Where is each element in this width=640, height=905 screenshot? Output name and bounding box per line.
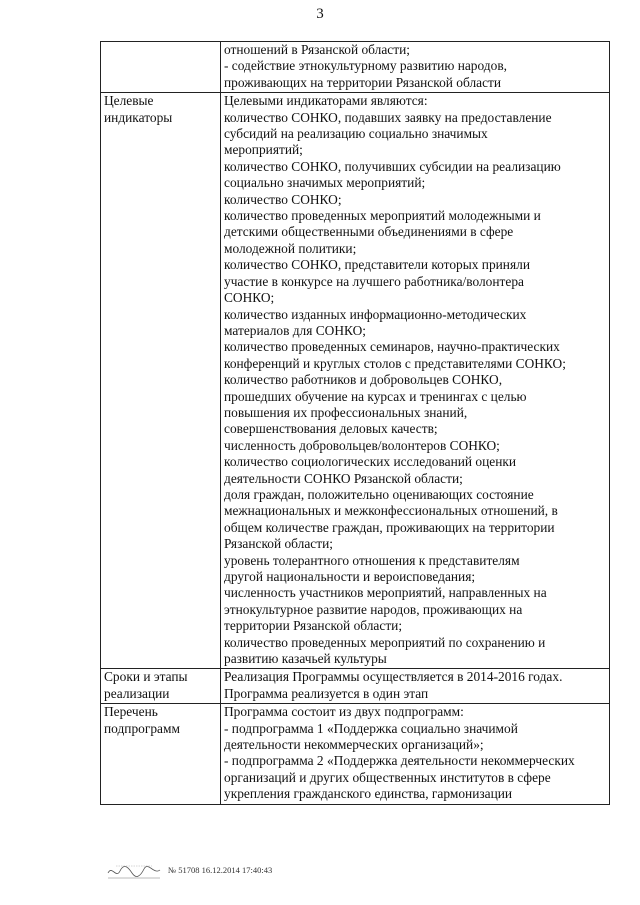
row-content-line: Целевыми индикаторами являются: (224, 93, 428, 109)
page-number: 3 (316, 6, 324, 22)
row-content-line: уровень толерантного отношения к представителям (224, 552, 520, 568)
row-content-cell (221, 704, 610, 804)
row-content-line: количество проведенных семинаров, научно-практических (224, 339, 560, 355)
row-content-line: другой национальности и вероисповедания; (224, 569, 476, 584)
row-content-cell (221, 93, 610, 669)
row-content-line: деятельности некоммерческих организаций»; (224, 737, 484, 753)
passport-table (100, 41, 610, 805)
row-content-line: детскими общественными объединениями в сфере (224, 224, 514, 240)
row-content-line: социально значимых мероприятий; (224, 175, 426, 191)
row-content-line: субсидий на реализацию социально значимых (224, 126, 488, 142)
row-label-line: Сроки и этапы (104, 669, 188, 685)
row-content-line: участие в конкурсе на лучшего работника/волонтера (224, 273, 524, 289)
row-content-line: количество проведенных мероприятий молодежными и (224, 208, 541, 224)
row-content-line: территории Рязанской области; (224, 618, 403, 634)
row-content-line: - подпрограмма 2 «Поддержка деятельности некоммерческих (224, 753, 575, 769)
row-content-line: деятельности СОНКО Рязанской области; (224, 470, 463, 486)
row-content-line: развитию казачьей культуры (224, 651, 387, 667)
row-content-line: количество СОНКО, представители которых приняли (224, 257, 530, 273)
row-content-line: СОНКО; (224, 290, 275, 306)
row-label-cell (101, 42, 221, 93)
table-row (101, 704, 610, 804)
row-content-line: количество социологических исследований оценки (224, 454, 517, 470)
row-content-line: количество изданных информационно-методических (224, 306, 527, 322)
row-content-line: - подпрограмма 1 «Поддержка социально значимой (224, 720, 518, 736)
row-content-line: этнокультурное развитие народов, проживающих на (224, 601, 523, 617)
row-content-cell (221, 669, 610, 704)
electronic-signature-stamp (106, 863, 162, 881)
row-content-line: межнациональных и межконфессиональных отношений, в (224, 503, 558, 519)
row-content-line: укрепления гражданского единства, гармонизации (224, 786, 513, 802)
row-label-line: реализации (104, 685, 170, 701)
row-content-line: материалов для СОНКО; (224, 322, 367, 338)
row-content-line: численность добровольцев/волонтеров СОНКО; (224, 437, 500, 453)
row-label-line: индикаторы (104, 109, 173, 125)
table-row (101, 669, 610, 704)
row-content-line: численность участников мероприятий, направленных на (224, 585, 547, 601)
row-label-line: Перечень (104, 704, 158, 720)
row-label-line: подпрограмм (104, 720, 180, 736)
row-content-line: совершенствования деловых качеств; (224, 421, 438, 437)
row-label-cell (101, 669, 221, 704)
row-content-line: количество СОНКО, получивших субсидии на реализацию (224, 158, 561, 174)
row-content-line: количество СОНКО; (224, 191, 342, 207)
registration-number: № 51708 16.12.2014 17:40:43 (168, 865, 273, 875)
row-content-line: Реализация Программы осуществляется в 2014-2016 годах. (224, 669, 563, 685)
row-content-line: конференций и круглых столов с представителями СОНКО; (224, 355, 566, 371)
row-content-line: повышения их профессиональных знаний, (224, 404, 468, 420)
row-content-line: Программа реализуется в один этап (224, 685, 429, 701)
row-content-line: организаций и других общественных институтов в сфере (224, 769, 551, 785)
row-content-line: мероприятий; (224, 142, 303, 158)
row-content-line: молодежной политики; (224, 240, 357, 256)
row-content-line: - содействие этнокультурному развитию народов, (224, 58, 507, 74)
row-content-line: Программа состоит из двух подпрограмм: (224, 704, 464, 720)
row-content-line: Рязанской области; (224, 536, 333, 552)
row-content-line: доля граждан, положительно оценивающих состояние (224, 486, 534, 502)
table-row (101, 93, 610, 669)
row-content-line: прошедших обучение на курсах и тренингах с целью (224, 388, 527, 404)
row-content-line: количество работников и добровольцев СОНКО, (224, 372, 503, 388)
table-row (101, 42, 610, 93)
row-content-line: общем количестве граждан, проживающих на территории (224, 519, 555, 535)
row-content-line: проживающих на территории Рязанской области (224, 74, 502, 90)
row-content-line: отношений в Рязанской области; (224, 42, 410, 57)
row-content-line: количество проведенных мероприятий по сохранению и (224, 634, 546, 650)
row-label-line: Целевые (104, 93, 154, 109)
row-content-line: количество СОНКО, подавших заявку на предоставление (224, 109, 552, 125)
row-content-cell (221, 42, 610, 93)
row-label-cell (101, 93, 221, 669)
row-label-cell (101, 704, 221, 804)
